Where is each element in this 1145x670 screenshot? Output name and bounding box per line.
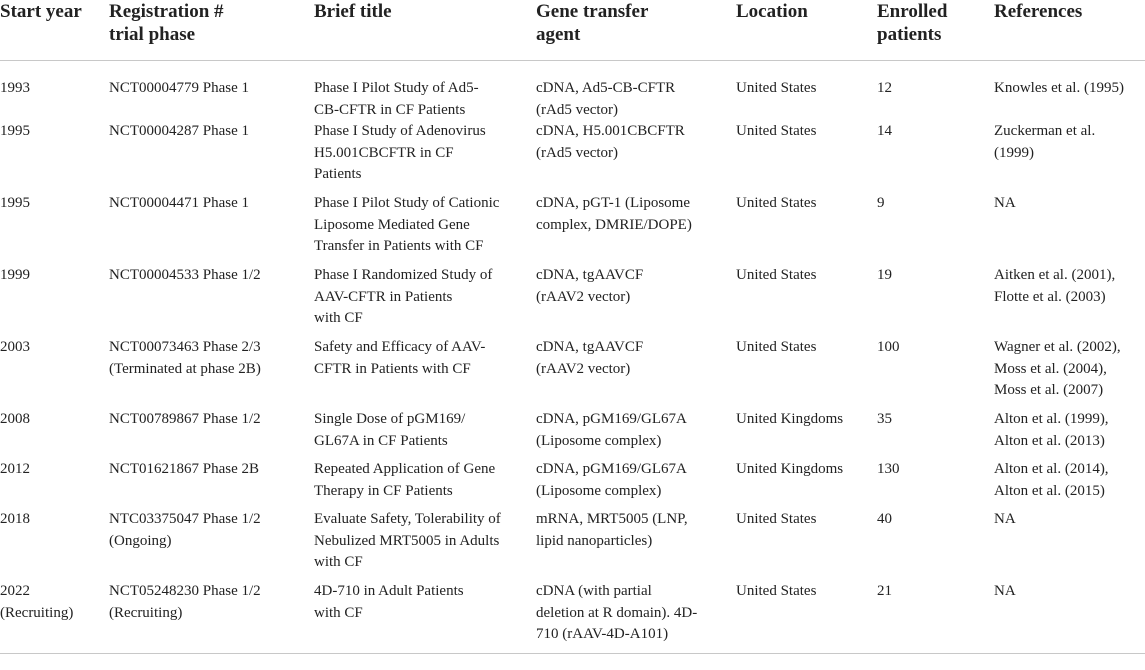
cell-location: United States	[736, 339, 817, 355]
cell-registration: NCT00004471 Phase 1	[109, 195, 249, 211]
cell-start-year: 1999	[0, 267, 30, 283]
header-enrolled-patients: Enrolled patients	[877, 0, 994, 61]
cell-start-year: 2018	[0, 511, 30, 527]
cell-location: United States	[736, 195, 817, 211]
cell-references: Aitken et al. (2001), Flotte et al. (2003)	[994, 267, 1116, 305]
cell-agent: cDNA, tgAAVCF (rAAV2 vector)	[536, 339, 644, 377]
cell-references: Wagner et al. (2002), Moss et al. (2004), Moss et al. (2007)	[994, 339, 1121, 398]
table-row	[0, 265, 1145, 337]
cell-location: United Kingdoms	[736, 461, 844, 477]
cell-title: Evaluate Safety, Tolerability of Nebulized MRT5005 in Adults with CF	[314, 511, 501, 570]
cell-references: Alton et al. (2014), Alton et al. (2015)	[994, 461, 1109, 499]
cell-title: Phase I Pilot Study of Ad5- CB-CFTR in CF Patients	[314, 80, 479, 118]
cell-registration: NCT01621867 Phase 2B	[109, 461, 259, 477]
cell-start-year: 1993	[0, 80, 30, 96]
table-row	[0, 509, 1145, 581]
cell-agent: mRNA, MRT5005 (LNP, lipid nanoparticles)	[536, 511, 688, 549]
cell-location: United States	[736, 123, 817, 139]
header-registration: Registration # trial phase	[109, 0, 314, 61]
header-gene-transfer-agent: Gene transfer agent	[536, 0, 736, 61]
cell-location: United Kingdoms	[736, 411, 844, 427]
cell-enrolled: 9	[877, 195, 885, 211]
cell-enrolled: 12	[877, 80, 892, 96]
cell-location: United States	[736, 581, 877, 653]
cell-agent: cDNA, pGM169/GL67A (Liposome complex)	[536, 461, 687, 499]
table-row	[0, 193, 1145, 265]
cell-title: Repeated Application of Gene Therapy in CF Patients	[314, 461, 496, 499]
cell-location: United States	[736, 80, 817, 96]
cell-start-year: 2022 (Recruiting)	[0, 581, 109, 653]
cell-title: Single Dose of pGM169/ GL67A in CF Patients	[314, 411, 466, 449]
cell-start-year: 2012	[0, 461, 30, 477]
table-row	[0, 61, 1145, 122]
cell-enrolled: 19	[877, 267, 892, 283]
cell-registration: NTC03375047 Phase 1/2 (Ongoing)	[109, 511, 261, 549]
cell-enrolled: 35	[877, 411, 892, 427]
cell-registration: NCT00004779 Phase 1	[109, 80, 249, 96]
cell-start-year: 2008	[0, 411, 30, 427]
cell-registration: NCT00073463 Phase 2/3 (Terminated at phase 2B)	[109, 339, 261, 377]
table-header	[0, 0, 1145, 61]
header-brief-title: Brief title	[314, 0, 536, 61]
cell-agent: cDNA, pGM169/GL67A (Liposome complex)	[536, 411, 687, 449]
table-row	[0, 581, 1145, 653]
cell-registration: NCT00004287 Phase 1	[109, 123, 249, 139]
cell-registration: NCT05248230 Phase 1/2 (Recruiting)	[109, 581, 314, 653]
cell-title: 4D-710 in Adult Patients with CF	[314, 581, 536, 653]
cell-enrolled: 21	[877, 581, 994, 653]
cell-references: NA	[994, 195, 1016, 211]
table-row	[0, 337, 1145, 409]
cell-start-year: 1995	[0, 195, 30, 211]
cell-references: Alton et al. (1999), Alton et al. (2013)	[994, 411, 1109, 449]
cell-start-year: 1995	[0, 123, 30, 139]
header-references: References	[994, 0, 1145, 61]
cell-location: United States	[736, 267, 817, 283]
cell-start-year: 2003	[0, 339, 30, 355]
cell-title: Phase I Study of Adenovirus H5.001CBCFTR in CF Patients	[314, 123, 486, 182]
header-row	[0, 0, 1145, 61]
cell-agent: cDNA, H5.001CBCFTR (rAd5 vector)	[536, 123, 685, 161]
cell-registration: NCT00004533 Phase 1/2	[109, 267, 261, 283]
cell-registration: NCT00789867 Phase 1/2	[109, 411, 261, 427]
cell-agent: cDNA, Ad5-CB-CFTR (rAd5 vector)	[536, 80, 676, 118]
cell-agent: cDNA (with partial deletion at R domain). 4D- 710 (rAAV-4D-A101)	[536, 581, 736, 653]
table-row	[0, 459, 1145, 509]
cell-references: NA	[994, 511, 1016, 527]
header-start-year: Start year	[0, 0, 109, 61]
cell-references: NA	[994, 581, 1145, 653]
cell-enrolled: 40	[877, 511, 892, 527]
cell-agent: cDNA, tgAAVCF (rAAV2 vector)	[536, 267, 644, 305]
cell-references: Knowles et al. (1995)	[994, 80, 1124, 96]
cell-agent: cDNA, pGT-1 (Liposome complex, DMRIE/DOPE)	[536, 195, 692, 233]
cell-location: United States	[736, 511, 817, 527]
table-row	[0, 409, 1145, 459]
cell-enrolled: 130	[877, 461, 900, 477]
table-row	[0, 121, 1145, 193]
cell-references: Zuckerman et al. (1999)	[994, 123, 1096, 161]
cell-enrolled: 14	[877, 123, 892, 139]
cell-title: Phase I Randomized Study of AAV-CFTR in Patients with CF	[314, 267, 493, 326]
cell-title: Phase I Pilot Study of Cationic Liposome Mediated Gene Transfer in Patients with CF	[314, 195, 500, 254]
table-body	[0, 61, 1145, 654]
cell-title: Safety and Efficacy of AAV- CFTR in Patients with CF	[314, 339, 486, 377]
cell-enrolled: 100	[877, 339, 900, 355]
header-location: Location	[736, 0, 877, 61]
